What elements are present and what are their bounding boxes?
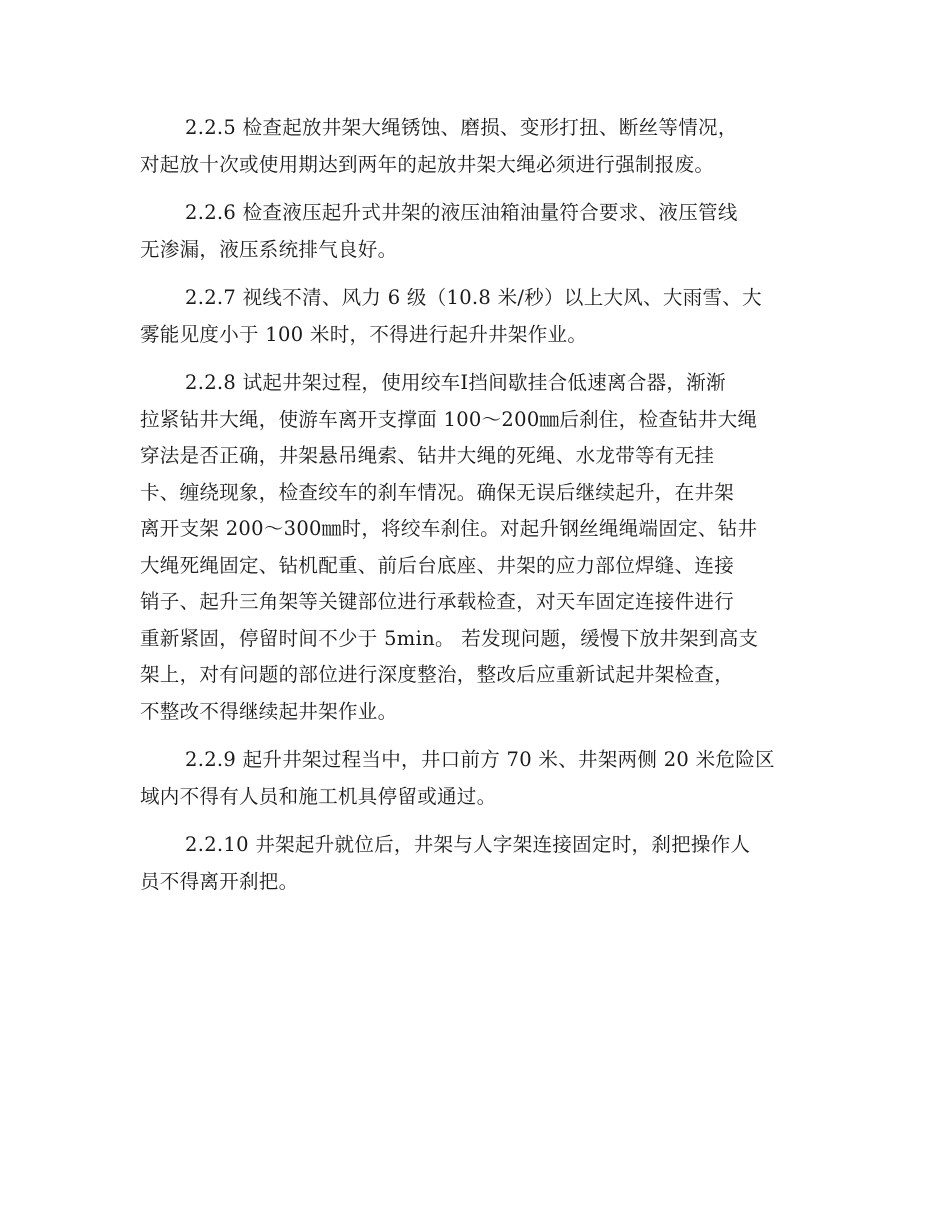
paragraph-line: 卡、缠绕现象，检查绞车的刹车情况。确保无误后继续起升，在井架 (140, 480, 735, 504)
paragraph-2-2-9 (140, 742, 810, 815)
paragraph-line: 销子、起升三角架等关键部位进行承载检查，对天车固定连接件进行 (140, 590, 735, 613)
paragraph-line: 2.2.10 井架起升就位后，井架与人字架连接固定时，刹把操作人 (185, 833, 751, 856)
document-body (140, 110, 810, 912)
paragraph-line: 穿法是否正确，井架悬吊绳索、钻井大绳的死绳、水龙带等有无挂 (140, 444, 715, 467)
paragraph-line: 2.2.7 视线不清、风力 6 级（10.8 米/秒）以上大风、大雨雪、大 (185, 286, 762, 309)
paragraph-line: 2.2.9 起升井架过程当中，井口前方 70 米、井架两侧 20 米危险区 (185, 748, 775, 771)
paragraph-2-2-5 (140, 110, 810, 183)
paragraph-line: 对起放十次或使用期达到两年的起放井架大绳必须进行强制报废。 (140, 152, 715, 176)
paragraph-line: 员不得离开刹把。 (140, 869, 299, 893)
paragraph-line: 不整改不得继续起井架作业。 (140, 699, 398, 723)
paragraph-line: 雾能见度小于 100 米时，不得进行起升井架作业。 (140, 322, 588, 346)
paragraph-line: 拉紧钻井大绳，使游车离开支撑面 100～200㎜后刹住，检查钻井大绳 (140, 407, 758, 431)
paragraph-2-2-8 (140, 365, 810, 730)
paragraph-line: 架上，对有问题的部位进行深度整治，整改后应重新试起井架检查， (140, 663, 735, 686)
paragraph-line: 域内不得有人员和施工机具停留或通过。 (140, 784, 497, 808)
paragraph-2-2-6 (140, 195, 810, 268)
paragraph-line: 离开支架 200～300㎜时，将绞车刹住。对起升钢丝绳绳端固定、钻井 (140, 517, 758, 540)
paragraph-2-2-7 (140, 280, 810, 353)
paragraph-line: 2.2.8 试起井架过程，使用绞车Ⅰ挡间歇挂合低速离合器，渐渐 (185, 371, 726, 394)
paragraph-line: 2.2.6 检查液压起升式井架的液压油箱油量符合要求、液压管线 (185, 201, 738, 224)
paragraph-line: 重新紧固，停留时间不少于 5min。 若发现问题，缓慢下放井架到高支 (140, 626, 759, 650)
paragraph-line: 2.2.5 检查起放井架大绳锈蚀、磨损、变形打扭、断丝等情况， (185, 116, 738, 139)
paragraph-line: 大绳死绳固定、钻机配重、前后台底座、井架的应力部位焊缝、连接 (140, 553, 735, 577)
paragraph-2-2-10 (140, 827, 810, 900)
paragraph-line: 无渗漏，液压系统排气良好。 (140, 237, 398, 261)
